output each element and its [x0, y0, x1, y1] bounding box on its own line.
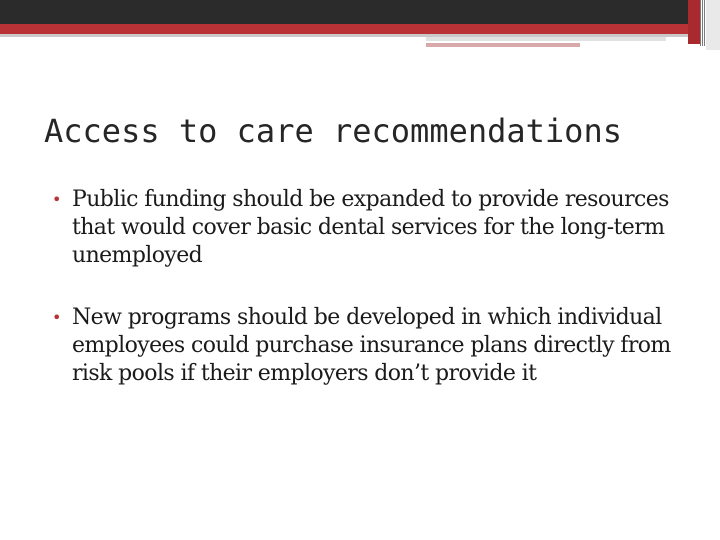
bullet-text: New programs should be developed in which individual employees could purchase insurance plans directly from risk pools if their employers don’t provide it [72, 305, 671, 386]
corner-red-block [688, 0, 700, 44]
slide-title: Access to care recommendations [44, 112, 622, 150]
top-red-band [0, 24, 720, 34]
pink-strip [426, 43, 580, 47]
bullet-dot-icon: • [52, 190, 61, 209]
corner-striped-block [700, 0, 706, 46]
bullet-item [52, 186, 692, 270]
bullet-dot-icon: • [52, 308, 61, 327]
bullet-list [52, 186, 692, 422]
gray-strip [426, 37, 666, 41]
corner-light-block [706, 0, 720, 50]
bullet-text: Public funding should be expanded to provide resources that would cover basic dental services for the long-term unemployed [72, 187, 669, 268]
bullet-item [52, 304, 692, 388]
top-dark-band [0, 0, 720, 24]
